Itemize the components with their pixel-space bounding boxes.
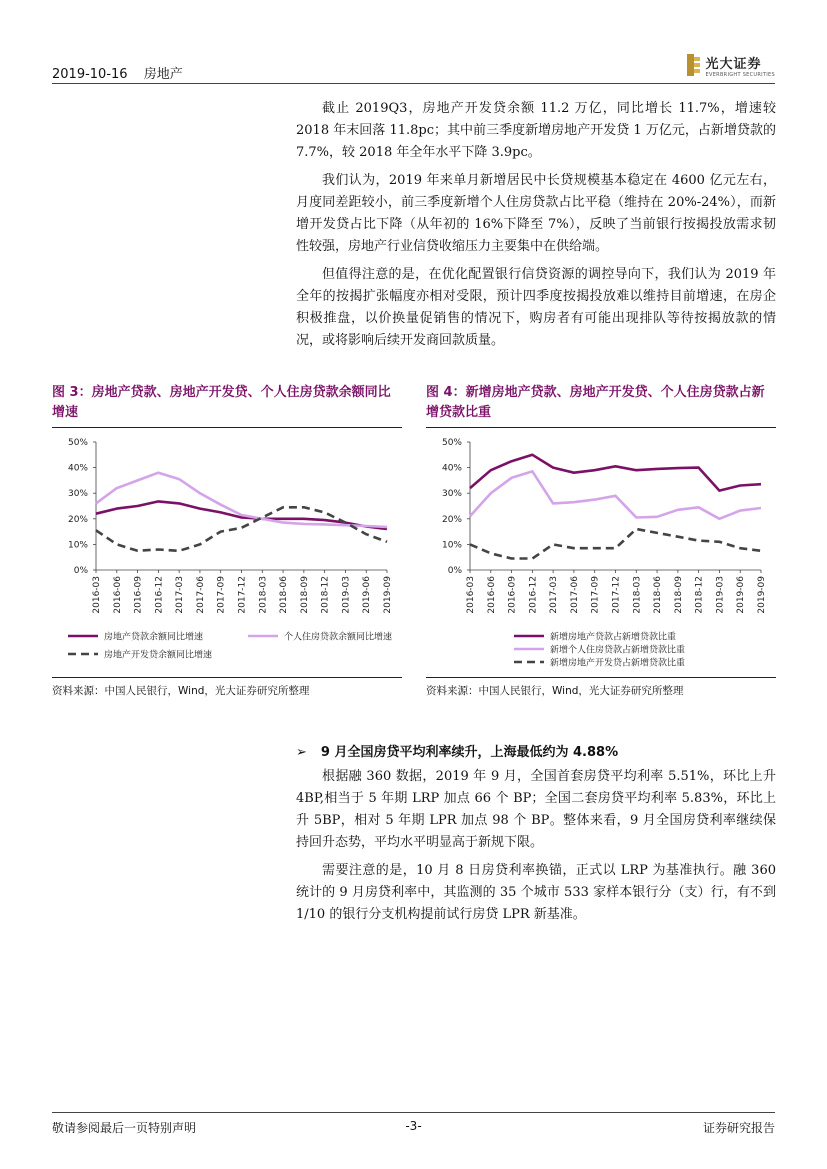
x-tick-label: 2019-09 xyxy=(383,576,393,614)
logo-text-en: EVERBRIGHT SECURITIES xyxy=(705,71,775,78)
x-tick-label: 2019-03 xyxy=(341,576,352,614)
figure-4-chart xyxy=(426,430,776,675)
x-tick-label: 2016-03 xyxy=(466,576,476,614)
figure-3-title: 图 3：房地产贷款、房地产开发贷、个人住房贷款余额同比增速 xyxy=(52,385,391,420)
y-tick-label: 0% xyxy=(73,566,88,576)
series-line-2 xyxy=(96,473,387,527)
x-tick-label: 2018-09 xyxy=(299,576,310,614)
x-tick-label: 2018-06 xyxy=(653,576,664,614)
y-tick-label: 10% xyxy=(67,540,88,551)
x-tick-label: 2016-06 xyxy=(486,576,497,614)
x-tick-label: 2018-12 xyxy=(694,576,705,614)
page-header xyxy=(52,50,775,84)
x-tick-label: 2018-09 xyxy=(673,576,684,614)
page-number: -3- xyxy=(405,1119,422,1133)
x-tick-label: 2016-03 xyxy=(92,576,102,614)
figure-3-chart xyxy=(52,430,402,670)
x-tick-label: 2018-12 xyxy=(320,576,331,614)
page-footer xyxy=(52,1112,775,1136)
x-tick-label: 2019-06 xyxy=(362,576,373,614)
x-tick-label: 2017-06 xyxy=(569,576,580,614)
legend-label: 新增房地产开发贷占新增贷款比重 xyxy=(550,658,686,669)
report-sector: 房地产 xyxy=(143,67,183,82)
x-tick-label: 2017-12 xyxy=(237,576,248,614)
figure-4-title: 图 4：新增房地产贷款、房地产开发贷、个人住房贷款占新增贷款比重 xyxy=(426,385,765,420)
bullet-arrow-icon: ➢ xyxy=(296,745,307,760)
x-tick-label: 2016-12 xyxy=(154,576,165,614)
figure-3-source: 资料来源：中国人民银行，Wind，光大证券研究所整理 xyxy=(52,685,310,697)
series-line-3 xyxy=(470,529,761,559)
x-tick-label: 2019-06 xyxy=(736,576,747,614)
paragraph: 需要注意的是，10 月 8 日房贷利率换锚，正式以 LRP 为基准执行。融 360 统计的 9 月房贷利率中，其监测的 35 个城市 533 家样本银行分（支）行，有不到 1/10 的银行分支机构提前试行房贷 LPR 新基准。 xyxy=(296,863,776,922)
paragraph: 但值得注意的是，在优化配置银行信贷资源的调控导向下，我们认为 2019 年全年的按揭扩张幅度亦相对受限，预计四季度按揭投放难以维持目前增速，在房企积极推盘，以价换量促销售的情况下，购房者有可能出现排队等待按揭放款的情况，或将影响后续开发商回款质量。 xyxy=(296,267,776,348)
x-tick-label: 2017-03 xyxy=(175,576,186,614)
y-tick-label: 50% xyxy=(441,438,462,448)
y-tick-label: 0% xyxy=(447,566,462,576)
x-tick-label: 2017-12 xyxy=(611,576,622,614)
company-logo xyxy=(687,50,775,80)
logo-text-cn: 光大证券 xyxy=(705,56,762,72)
x-tick-label: 2016-09 xyxy=(507,576,518,614)
legend-label: 新增个人住房贷款占新增贷款比重 xyxy=(550,645,686,656)
figure-4-source: 资料来源：中国人民银行，Wind，光大证券研究所整理 xyxy=(426,685,684,697)
paragraph: 截止 2019Q3，房地产开发贷余额 11.2 万亿，同比增长 11.7%，增速较 2018 年末回落 11.8pc；其中前三季度新增房地产开发贷 1 万亿元，占新增贷款的 7.7%，较 2018 年全年水平下降 3.9pc。 xyxy=(296,101,776,160)
y-tick-label: 10% xyxy=(441,540,462,551)
y-tick-label: 20% xyxy=(67,514,88,525)
footer-disclaimer: 敬请参阅最后一页特别声明 xyxy=(52,1121,197,1135)
series-line-2 xyxy=(470,471,761,518)
legend-label: 个人住房贷款余额同比增速 xyxy=(284,632,393,643)
series-line-1 xyxy=(470,455,761,491)
footer-report-type: 证券研究报告 xyxy=(702,1121,775,1135)
x-tick-label: 2018-06 xyxy=(279,576,290,614)
y-tick-label: 40% xyxy=(441,463,462,474)
x-tick-label: 2016-12 xyxy=(528,576,539,614)
paragraph: 根据融 360 数据，2019 年 9 月，全国首套房贷平均利率 5.51%，环比上升 4BP,相当于 5 年期 LRP 加点 66 个 BP；全国二套房贷平均利率 5.83%，环比上升 5BP，相对 5 年期 LPR 加点 98 个 BP。整体来看，9 月全国房贷利率继续保持回升态势，平均水平明显高于新规下限。 xyxy=(296,769,776,850)
y-tick-label: 30% xyxy=(67,489,88,500)
y-tick-label: 30% xyxy=(441,489,462,500)
x-tick-label: 2019-09 xyxy=(757,576,767,614)
figure-3-bottom-rule xyxy=(52,677,402,678)
x-tick-label: 2016-09 xyxy=(133,576,144,614)
legend-label: 房地产贷款余额同比增速 xyxy=(104,632,204,643)
logo-mark-icon xyxy=(687,54,701,76)
y-tick-label: 20% xyxy=(441,514,462,525)
body-text-bottom xyxy=(296,766,776,932)
x-tick-label: 2016-06 xyxy=(112,576,123,614)
x-tick-label: 2017-06 xyxy=(195,576,206,614)
header-info xyxy=(52,63,195,82)
x-tick-label: 2018-03 xyxy=(258,576,269,614)
section-heading xyxy=(296,741,618,760)
x-tick-label: 2017-03 xyxy=(549,576,560,614)
figure-4-top-rule xyxy=(426,427,776,428)
x-tick-label: 2018-03 xyxy=(632,576,643,614)
figure-3-top-rule xyxy=(52,427,402,428)
legend-label: 新增房地产贷款占新增贷款比重 xyxy=(550,632,677,643)
x-tick-label: 2017-09 xyxy=(216,576,227,614)
paragraph: 我们认为，2019 年来单月新增居民中长贷规模基本稳定在 4600 亿元左右，月度同差距较小，前三季度新增个人住房贷款占比平稳（维持在 20%-24%），而新增开发贷占比下降（从年初的 16%下降至 7%），反映了当前银行按揭投放需求韧性较强，房地产行业信贷收缩压力主要集中在供给端。 xyxy=(296,173,776,254)
x-tick-label: 2019-03 xyxy=(715,576,726,614)
body-text-top xyxy=(296,98,776,358)
legend-label: 房地产开发贷余额同比增速 xyxy=(104,650,213,661)
x-tick-label: 2017-09 xyxy=(590,576,601,614)
figure-4-bottom-rule xyxy=(426,677,776,678)
report-date: 2019-10-16 xyxy=(52,67,128,82)
section-heading-text: 9 月全国房贷平均利率续升，上海最低约为 4.88% xyxy=(320,745,619,760)
y-tick-label: 40% xyxy=(67,463,88,474)
y-tick-label: 50% xyxy=(67,438,88,448)
